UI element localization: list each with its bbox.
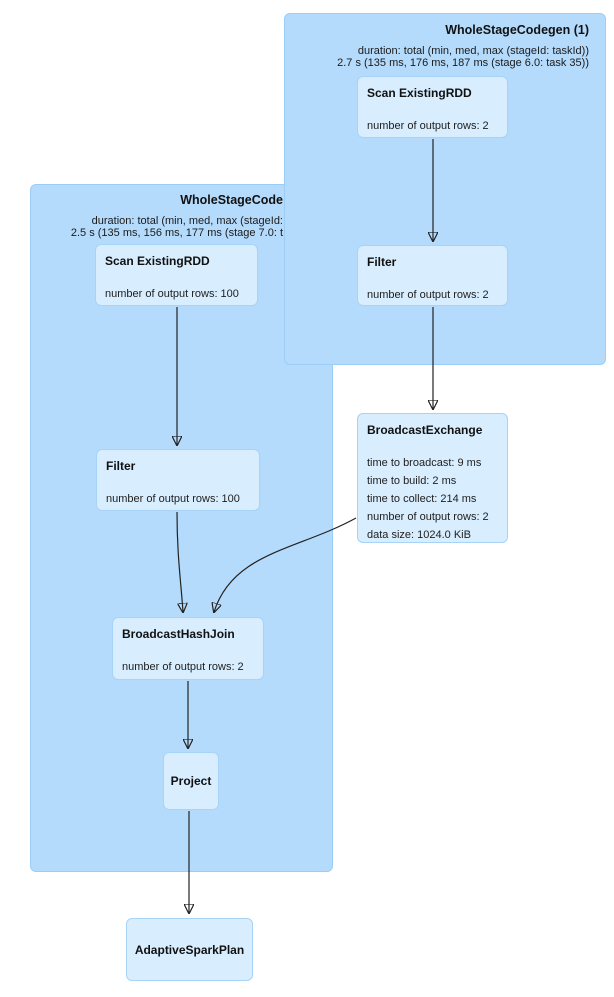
node-metrics: [367, 454, 500, 544]
node-title: Filter: [367, 255, 397, 269]
metric-time-to-broadcast: time to broadcast: 9 ms: [367, 457, 482, 469]
cluster-right-title: WholeStageCodegen (1): [445, 23, 589, 37]
node-title: Filter: [106, 459, 136, 473]
node-filter-left[interactable]: [96, 449, 260, 511]
cluster-wholestagecodegen-1[interactable]: [284, 13, 606, 365]
cluster-left-title: WholeStageCode: [180, 193, 283, 207]
cluster-left-duration-value: 2.5 s (135 ms, 156 ms, 177 ms (stage 7.0: t: [70, 227, 283, 239]
node-project[interactable]: [163, 752, 219, 810]
node-metric: number of output rows: 100: [105, 288, 239, 300]
cluster-left-duration: [31, 215, 283, 239]
node-filter-right[interactable]: [357, 245, 508, 306]
node-adaptivesparkplan[interactable]: [126, 918, 253, 981]
node-scan-existingrdd-right[interactable]: [357, 76, 508, 138]
cluster-left-duration-label: duration: total (min, med, max (stageId:: [91, 215, 283, 227]
node-title: BroadcastHashJoin: [122, 627, 235, 641]
node-scan-existingrdd-left[interactable]: [95, 244, 258, 306]
metric-data-size: data size: 1024.0 KiB: [367, 529, 471, 541]
node-title: BroadcastExchange: [367, 423, 483, 437]
node-metric: number of output rows: 2: [367, 289, 489, 301]
metric-output-rows: number of output rows: 2: [367, 511, 489, 523]
node-broadcastexchange[interactable]: [357, 413, 508, 543]
node-broadcasthashjoin[interactable]: [112, 617, 264, 680]
cluster-right-header: [285, 14, 605, 69]
cluster-right-duration: [285, 45, 589, 69]
metric-time-to-collect: time to collect: 214 ms: [367, 493, 477, 505]
metric-time-to-build: time to build: 2 ms: [367, 475, 457, 487]
node-metric: number of output rows: 2: [367, 120, 489, 132]
node-title: Scan ExistingRDD: [105, 254, 210, 268]
node-metric: number of output rows: 2: [122, 661, 244, 673]
cluster-right-duration-value: 2.7 s (135 ms, 176 ms, 187 ms (stage 6.0: task 35)): [337, 57, 589, 69]
node-metric: number of output rows: 100: [106, 493, 240, 505]
cluster-right-duration-label: duration: total (min, med, max (stageId: taskId)): [357, 45, 589, 57]
node-title: Project: [170, 774, 212, 788]
node-title: Scan ExistingRDD: [367, 86, 472, 100]
node-title: AdaptiveSparkPlan: [134, 942, 245, 957]
